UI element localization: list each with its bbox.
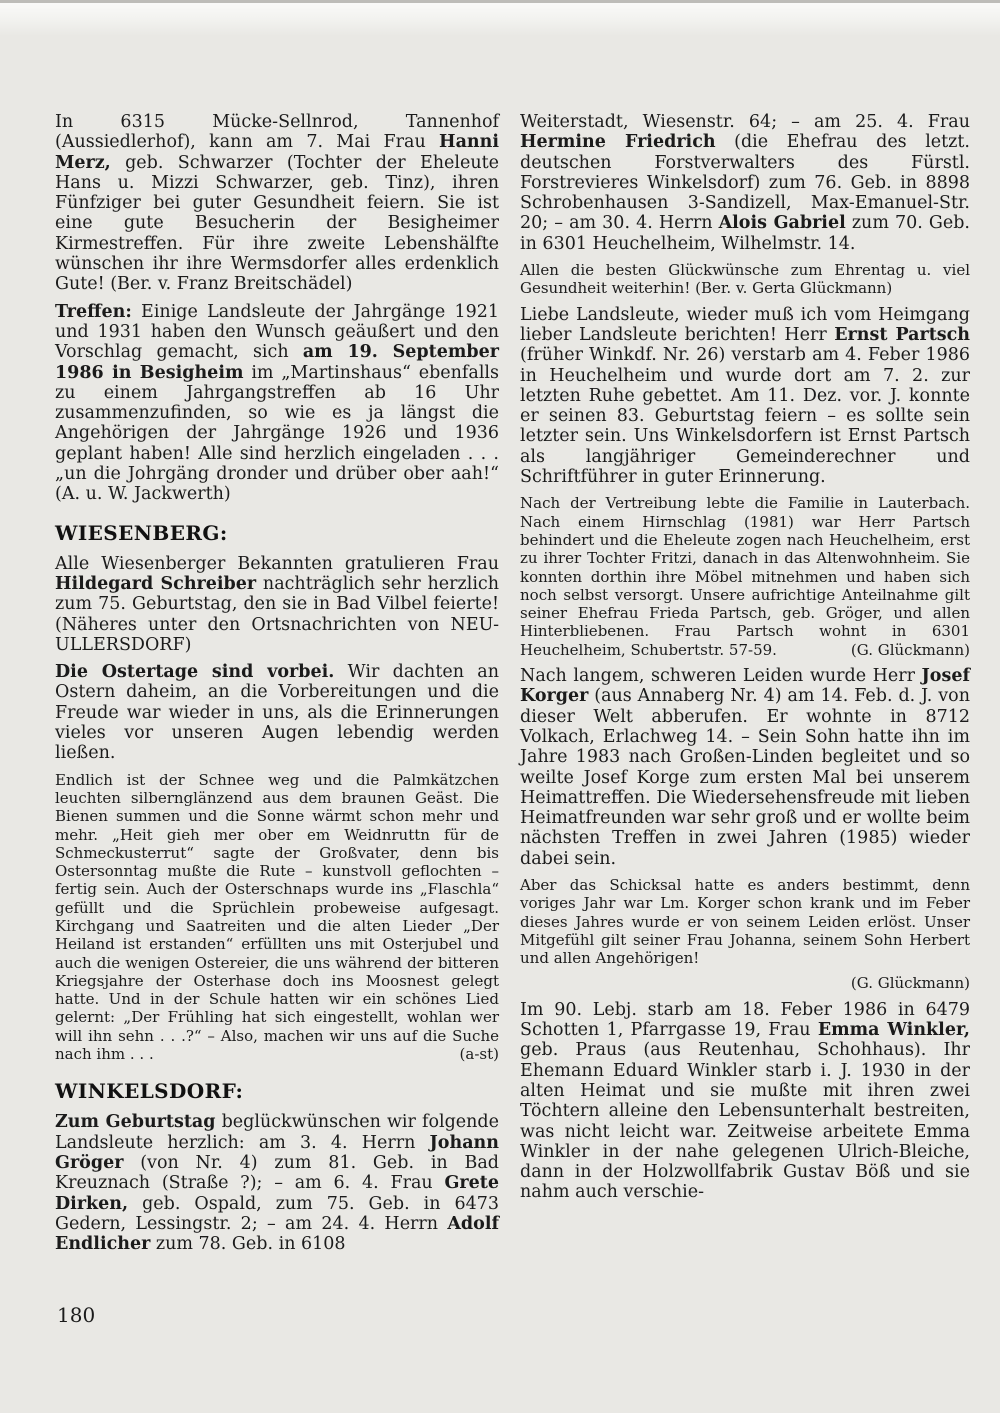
paragraph-congratulations-note: Allen die besten Glückwünsche zum Ehrentag u. viel Gesundheit weiterhin! (Ber. v. Gerta Glückmann) xyxy=(520,261,970,298)
section-heading-winkelsdorf: WINKELSDORF: xyxy=(55,1079,244,1104)
scan-edge-top xyxy=(0,0,1000,36)
paragraph-obituary-josef-korger: Nach langem, schweren Leiden wurde Herr Josef Korger (aus Annaberg Nr. 4) am 14. Feb. d. J. von dieser Welt abberufen. Er wohnte in 8712 Volkach, Erlachweg 14. – Sein Sohn hatte ihn im Jahre 1983 nach Großen-Linden begleitet und so weilte Josef Korge zum ersten Mal bei unserem Heimattreffen. Die Wiedersehensfreude mit lieben Heimatfreunden war sehr groß und er wollte beim nächsten Treffen in zwei Jahren (1985) wieder dabei sein. xyxy=(520,666,970,869)
section-heading-wiesenberg: WIESENBERG: xyxy=(55,520,228,545)
paragraph-partsch-family-note: Nach der Vertreibung lebte die Familie in Lauterbach. Nach einem Hirnschlag (1981) war Herr Partsch behindert und die Eheleute zogen nach Heuchelheim, erst zu ihrer Tochter Fritzi, danach in das Altenwohnheim. Sie konnten dorthin ihre Möbel mitnehmen und haben sich noch selbst versorgt. Unsere aufrichtige Anteilnahme gilt seiner Ehefrau Frieda Partsch, geb. Gröger, und allen Hinterbliebenen. Frau Partsch wohnt in 6301 Heuchelheim, Schubertstr. 57-59. (G. Glückmann) xyxy=(520,494,970,659)
right-column xyxy=(520,112,970,1210)
paragraph-ostertage-intro: Die Ostertage sind vorbei. Wir dachten an Ostern daheim, an die Vorbereitungen und die Freude war wieder in uns, als die Erinnerungen vieles vor unseren Augen lebendig werden ließen. xyxy=(55,662,499,764)
paragraph-birthdays-continued: Weiterstadt, Wiesenstr. 64; – am 25. 4. Frau Hermine Friedrich (die Ehefrau des letzt. deutschen Forstverwalters des Fürstl. Forstrevieres Winkelsdorf) zum 76. Geb. in 8898 Schrobenhausen 3-Sandizell, Max-Emanuel-Str. 20; – am 30. 4. Herrn Alois Gabriel zum 70. Geb. in 6301 Heuchelheim, Wilhelmstr. 14. xyxy=(520,112,970,254)
paragraph-easter-memories: Endlich ist der Schnee weg und die Palmkätzchen leuchten silbernglänzend aus dem braunen Geäst. Die Bienen summen und die Sonne wärmt schon mehr und mehr. „Heit gieh mer ober em Weidnruttn für de Schmeckusterrut“ sagte der Großvater, denn bis Ostersonntag mußte die Rute – kunstvoll geflochten – fertig sein. Auch der Osterschnaps wurde ins „Flaschla“ gefüllt und die Sprüchlein probeweise aufgesagt. Kirchgang und Saatreiten und die alten Lieder „Der Heiland ist erstanden“ erfüllten uns mit Osterjubel und auch die wenigen Ostereier, die uns während der bitteren Kriegsjahre der Osterhase doch ins Moosnest gelegt hatte. Und in der Schule hatten wir ein schönes Lied gelernt: „Der Frühling hat sich eingestellt, wohlan wer will ihn sehn . . .?“ – Also, machen wir uns auf die Suche nach ihm . . . (a-st) xyxy=(55,770,499,1064)
page-content xyxy=(55,112,970,1261)
paragraph-winkelsdorf-birthdays: Zum Geburtstag beglückwünschen wir folgende Landsleute herzlich: am 3. 4. Herrn Johann Gröger (von Nr. 4) zum 81. Geb. in Bad Kreuznach (Straße ?); – am 6. 4. Frau Grete Dirken, geb. Ospald, zum 75. Geb. in 6473 Gedern, Lessingstr. 2; – am 24. 4. Herrn Adolf Endlicher zum 78. Geb. in 6108 xyxy=(55,1112,499,1255)
paragraph-obituary-ernst-partsch: Liebe Landsleute, wieder muß ich vom Heimgang lieber Landsleute berichten! Herr Ernst Partsch (früher Winkdf. Nr. 26) verstarb am 4. Feber 1986 in Heuchelheim und wurde dort am 7. 2. zur letzten Ruhe gebettet. Am 11. Dez. vor. J. konnte er seinen 83. Geburtstag feiern – es sollte sein letzter sein. Uns Winkelsdorfern ist Ernst Partsch als langjähriger Gemeinderechner und Schriftführer in guter Erinnerung. xyxy=(520,304,971,488)
left-column xyxy=(55,112,499,1261)
paragraph-treffen-announcement: Treffen: Einige Landsleute der Jahrgänge 1921 und 1931 haben den Wunsch geäußert und den Vorschlag gemacht, sich am 19. September 1986 in Besigheim im „Martinshaus“ ebenfalls zu einem Jahrgangstreffen ab 16 Uhr zusammenzufinden, so wie es ja längst die Angehörigen der Jahrgänge 1926 und 1936 geplant haben! Alle sind herzlich eingeladen . . . „un die Johrgäng dronder und drüber ober aah!“ (A. u. W. Jackwerth) xyxy=(55,301,499,505)
paragraph-birthday-hanni-merz: In 6315 Mücke-Sellnrod, Tannenhof (Aussiedlerhof), kann am 7. Mai Frau Hanni Merz, geb. Schwarzer (Tochter der Eheleute Hans u. Mizzi Schwarzer, geb. Tinz), ihren Fünfziger bei guter Gesundheit feiern. Sie ist eine gute Besucherin der Besigheimer Kirmestreffen. Für ihre zweite Lebenshälfte wünschen ihr ihre Wermsdorfer alles erdenklich Gute! (Ber. v. Franz Breitschädel) xyxy=(55,112,499,295)
paragraph-obituary-emma-winkler: Im 90. Lebj. starb am 18. Feber 1986 in 6479 Schotten 1, Pfarrgasse 19, Frau Emma Winkler, geb. Praus (aus Reutenhau, Schohhaus). Ihr Ehemann Eduard Winkler starb i. J. 1930 in der alten Heimat und sie mußte mit ihren zwei Töchtern alleine den Lebensunterhalt bestreiten, was nicht leicht war. Zeitweise arbeitete Emma Winkler in der nahe gelegenen Ulrich-Bleiche, dann in der Holzwollfabrik Gustav Böß und sie nahm auch verschie- xyxy=(520,999,970,1203)
signature-glueckmann: (G. Glückmann) xyxy=(850,974,970,993)
paragraph-hildegard-schreiber: Alle Wiesenberger Bekannten gratulieren Frau Hildegard Schreiber nachträglich sehr herzlich zum 75. Geburtstag, den sie in Bad Vilbel feierte! (Näheres unter den Ortsnachrichten von NEU-ULLERSDORF) xyxy=(55,553,500,655)
page-number: 180 xyxy=(57,1303,96,1327)
paragraph-korger-fate-note: Aber das Schicksal hatte es anders bestimmt, denn voriges Jahr war Lm. Korger schon krank und im Feber dieses Jahres wurde er von seinem Leiden erlöst. Unser Mitgefühl gilt seiner Frau Johanna, seinem Sohn Herbert und allen Angehörigen! xyxy=(520,875,970,968)
